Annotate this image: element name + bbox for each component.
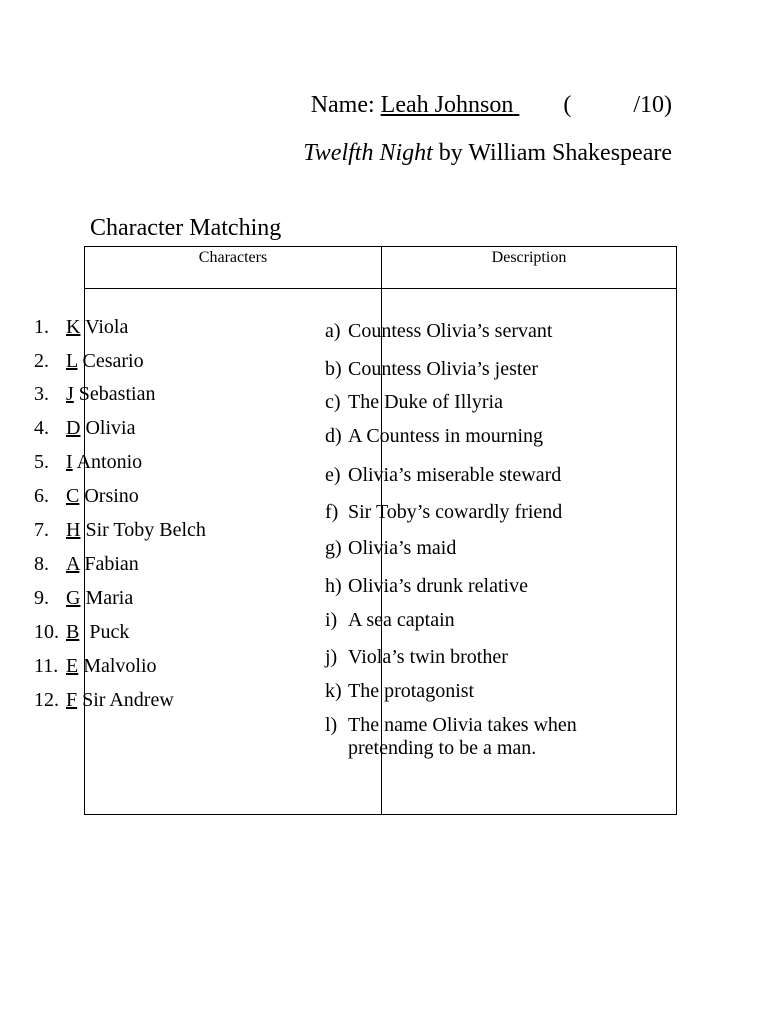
character-name: Olivia (80, 417, 136, 439)
character-item (34, 519, 206, 542)
description-letter: i) (325, 609, 338, 631)
character-number: 4. (34, 417, 49, 439)
character-answer[interactable]: A (66, 553, 80, 575)
description-text: A Countess in mourning (348, 425, 544, 447)
character-name: Malvolio (78, 655, 157, 677)
character-item (34, 350, 144, 373)
description-item (325, 609, 587, 632)
description-item (325, 464, 587, 487)
description-text: A sea captain (348, 609, 455, 631)
character-name: Sebastian (73, 383, 156, 405)
description-item (325, 680, 587, 703)
book-title: Twelfth Night (303, 140, 433, 166)
name-underline-blank (513, 92, 563, 119)
character-item (34, 587, 133, 610)
description-item (325, 320, 587, 343)
student-name[interactable]: Leah Johnson (380, 92, 514, 118)
character-number: 11. (34, 655, 59, 677)
character-item (34, 451, 142, 474)
name-line (311, 92, 672, 119)
description-text: The Duke of Illyria (348, 391, 503, 413)
description-letter: e) (325, 464, 341, 486)
character-answer[interactable]: F (66, 689, 78, 711)
description-text: The protagonist (348, 680, 475, 702)
score-open: ( (563, 92, 572, 118)
character-number: 6. (34, 485, 49, 507)
description-letter: j) (325, 646, 338, 668)
description-text: Olivia’s miserable steward (348, 464, 562, 486)
description-letter: c) (325, 391, 341, 413)
description-text: The name Olivia takes when pretending to be a man. (348, 714, 577, 759)
name-label: Name: (310, 92, 381, 118)
character-name: Antonio (72, 451, 143, 473)
character-item (34, 621, 129, 644)
description-letter: g) (325, 537, 342, 559)
character-number: 9. (34, 587, 49, 609)
description-letter: l) (325, 714, 338, 736)
character-item (34, 417, 135, 440)
description-item (325, 537, 587, 560)
character-number: 2. (34, 350, 49, 372)
score-total: /10) (633, 92, 672, 118)
character-answer[interactable]: D (66, 417, 81, 439)
character-item (34, 316, 128, 339)
character-answer[interactable]: B (66, 621, 80, 643)
character-item (34, 553, 139, 576)
description-text: Sir Toby’s cowardly friend (348, 501, 563, 523)
character-answer[interactable]: J (66, 383, 74, 405)
description-text: Olivia’s drunk relative (348, 575, 528, 597)
character-number: 12. (34, 689, 59, 711)
character-name: Cesario (77, 350, 144, 372)
description-item (325, 575, 587, 598)
description-item (325, 425, 587, 448)
description-item (325, 646, 587, 669)
character-answer[interactable]: E (66, 655, 79, 677)
description-item (325, 714, 587, 760)
character-number: 8. (34, 553, 49, 575)
description-item (325, 358, 587, 381)
character-name: Fabian (79, 553, 139, 575)
character-item (34, 689, 174, 712)
book-title-line (303, 140, 672, 167)
character-name: Sir Andrew (77, 689, 174, 711)
column-header-description: Description (491, 249, 567, 266)
character-answer[interactable]: K (66, 316, 81, 338)
character-name: Sir Toby Belch (80, 519, 206, 541)
character-item (34, 485, 139, 508)
character-number: 5. (34, 451, 49, 473)
description-letter: d) (325, 425, 342, 447)
character-item (34, 383, 155, 406)
character-answer[interactable]: G (66, 587, 81, 609)
description-letter: b) (325, 358, 342, 380)
description-text: Viola’s twin brother (348, 646, 508, 668)
author-text: by William Shakespeare (432, 140, 672, 166)
character-number: 7. (34, 519, 49, 541)
character-answer[interactable]: H (66, 519, 81, 541)
description-letter: f) (325, 501, 339, 523)
description-text: Countess Olivia’s servant (348, 320, 553, 342)
character-item (34, 655, 157, 678)
description-letter: k) (325, 680, 342, 702)
character-name: Orsino (79, 485, 139, 507)
description-item (325, 501, 587, 524)
description-item (325, 391, 587, 414)
character-name: Viola (80, 316, 129, 338)
description-letter: a) (325, 320, 341, 342)
description-letter: h) (325, 575, 342, 597)
column-header-characters: Characters (198, 249, 268, 266)
character-answer[interactable]: I (66, 451, 73, 473)
section-title: Character Matching (90, 215, 282, 241)
character-number: 1. (34, 316, 49, 338)
character-name: Maria (80, 587, 134, 609)
character-name: Puck (79, 621, 130, 643)
header-divider (85, 288, 676, 289)
description-text: Olivia’s maid (348, 537, 457, 559)
character-answer[interactable]: L (66, 350, 78, 372)
character-number: 3. (34, 383, 49, 405)
character-answer[interactable]: C (66, 485, 80, 507)
character-number: 10. (34, 621, 59, 643)
description-text: Countess Olivia’s jester (348, 358, 538, 380)
